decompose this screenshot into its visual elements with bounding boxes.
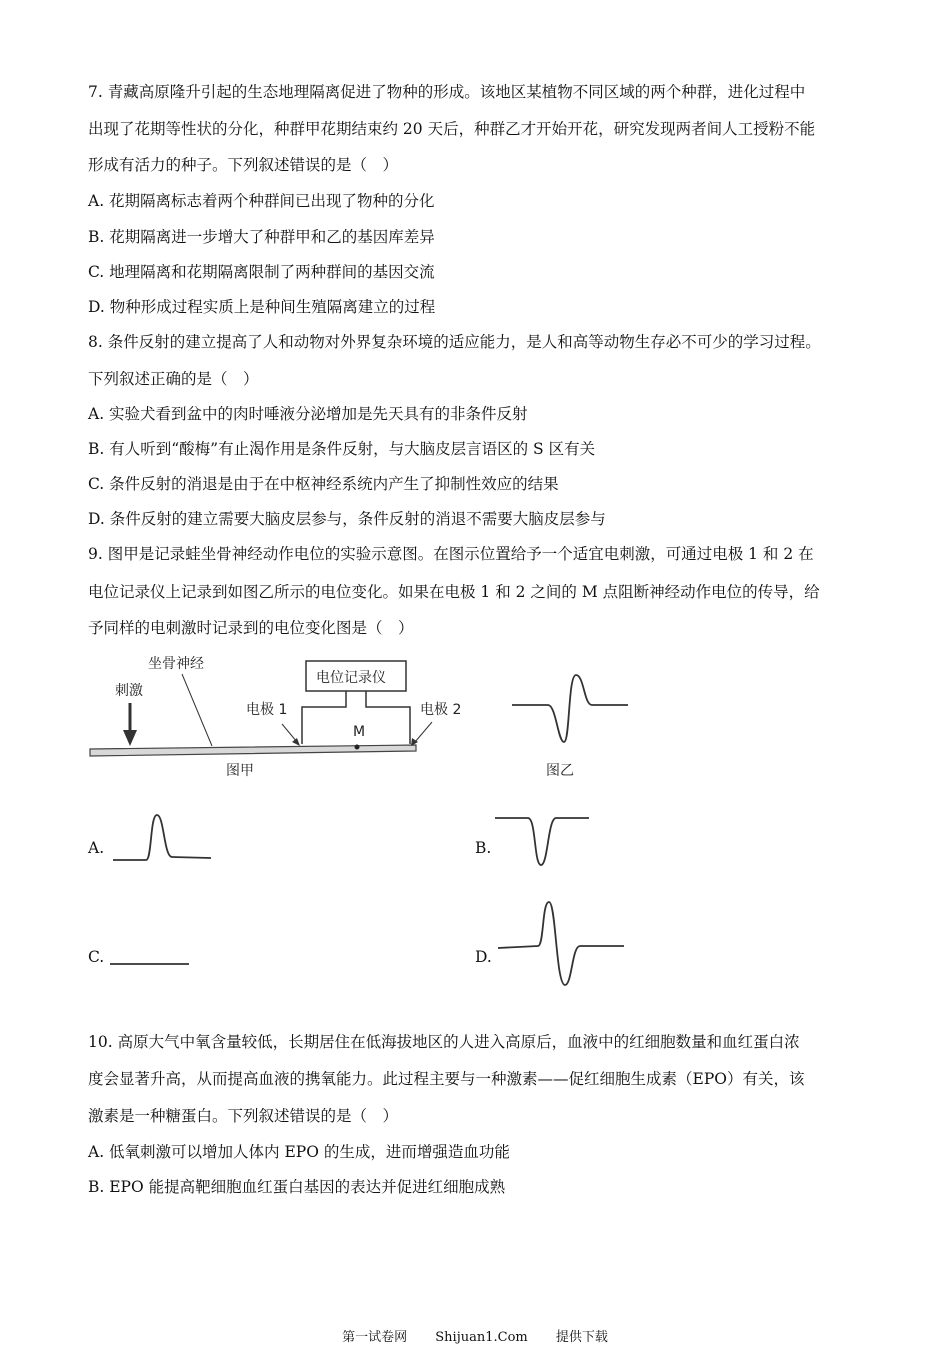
footer-note: 提供下载 — [555, 1330, 608, 1345]
footer-site-domain[interactable]: Shijuan1.Com — [435, 1330, 528, 1345]
q10-stem-line-1: 10. 高原大气中氧含量较低，长期居住在低海拔地区的人进入高原后，血液中的红细胞数量和血红蛋白浓 — [88, 1033, 800, 1051]
footer-site-name: 第一试卷网 — [342, 1330, 408, 1345]
electrode-2-wire — [366, 691, 410, 744]
q8-option-a: A. 实验犬看到盆中的肉时唾液分泌增加是先天具有的非条件反射 — [88, 405, 528, 423]
fig-a-caption: 图甲 — [226, 763, 254, 779]
recorder-label: 电位记录仪 — [316, 670, 386, 686]
option-a-waveform — [113, 815, 211, 860]
q10-option-a: A. 低氧刺激可以增加人体内 EPO 的生成，进而增强造血功能 — [88, 1143, 510, 1161]
q9-option-c-label: C. — [88, 948, 105, 966]
q8-option-c: C. 条件反射的消退是由于在中枢神经系统内产生了抑制性效应的结果 — [88, 475, 559, 493]
q7-stem-line-3: 形成有活力的种子。下列叙述错误的是（ ） — [88, 156, 399, 174]
q7-stem-line-1: 7. 青藏高原隆升引起的生态地理隔离促进了物种的形成。该地区某植物不同区域的两个种群，进化过程中 — [88, 83, 806, 101]
q10-stem-line-3: 激素是一种糖蛋白。下列叙述错误的是（ ） — [88, 1107, 399, 1125]
electrode-1-pointer — [282, 724, 297, 742]
q9-option-d-label: D. — [475, 948, 492, 966]
q8-option-d: D. 条件反射的建立需要大脑皮层参与，条件反射的消退不需要大脑皮层参与 — [88, 510, 606, 528]
q9-stem-line-1: 9. 图甲是记录蛙坐骨神经动作电位的实验示意图。在图示位置给予一个适宜电刺激，可通过电极 1 和 2 在 — [88, 545, 814, 563]
stimulus-arrow-head — [123, 730, 137, 746]
nerve-pointer — [182, 674, 212, 746]
q8-stem-line-1: 8. 条件反射的建立提高了人和动物对外界复杂环境的适应能力，是人和高等动物生存必不可少的学习过程。 — [88, 333, 821, 351]
option-b-waveform — [495, 818, 589, 865]
nerve-label: 坐骨神经 — [148, 656, 204, 672]
q9-figure — [0, 640, 950, 790]
q8-option-b: B. 有人听到“酸梅”有止渴作用是条件反射，与大脑皮层言语区的 S 区有关 — [88, 440, 596, 458]
electrode-1-wire — [302, 691, 346, 744]
option-d-waveform — [498, 902, 624, 985]
q7-option-a: A. 花期隔离标志着两个种群间已出现了物种的分化 — [88, 192, 435, 210]
q10-option-b: B. EPO 能提高靶细胞血红蛋白基因的表达并促进红细胞成熟 — [88, 1178, 506, 1196]
point-m-label: M — [353, 724, 366, 740]
q9-stem-line-3: 予同样的电刺激时记录到的电位变化图是（ ） — [88, 619, 414, 637]
electrode-1-label: 电极 1 — [246, 702, 288, 718]
q9-stem-line-2: 电位记录仪上记录到如图乙所示的电位变化。如果在电极 1 和 2 之间的 M 点阻断神经动作电位的传导，给 — [88, 583, 820, 601]
fig-b-caption: 图乙 — [546, 763, 574, 779]
electrode-2-pointer — [415, 722, 432, 742]
page-footer — [0, 1326, 950, 1345]
stimulus-label: 刺激 — [115, 683, 143, 699]
q9-option-waveforms — [0, 800, 950, 1000]
q9-option-a-label: A. — [88, 839, 105, 857]
q8-stem-line-2: 下列叙述正确的是（ ） — [88, 370, 259, 388]
point-m — [355, 745, 360, 750]
electrode-2-label: 电极 2 — [420, 702, 462, 718]
fig-b-waveform — [512, 675, 628, 742]
nerve-fiber — [90, 745, 416, 756]
q7-option-c: C. 地理隔离和花期隔离限制了两种群间的基因交流 — [88, 263, 435, 281]
q7-stem-line-2: 出现了花期等性状的分化，种群甲花期结束约 20 天后，种群乙才开始开花，研究发现两者间人工授粉不能 — [88, 120, 816, 138]
q7-option-b: B. 花期隔离进一步增大了种群甲和乙的基因库差异 — [88, 228, 435, 246]
q9-option-b-label: B. — [475, 839, 492, 857]
q10-stem-line-2: 度会显著升高，从而提高血液的携氧能力。此过程主要与一种激素——促红细胞生成素（EPO）有关，该 — [88, 1070, 805, 1088]
q7-option-d: D. 物种形成过程实质上是种间生殖隔离建立的过程 — [88, 298, 436, 316]
